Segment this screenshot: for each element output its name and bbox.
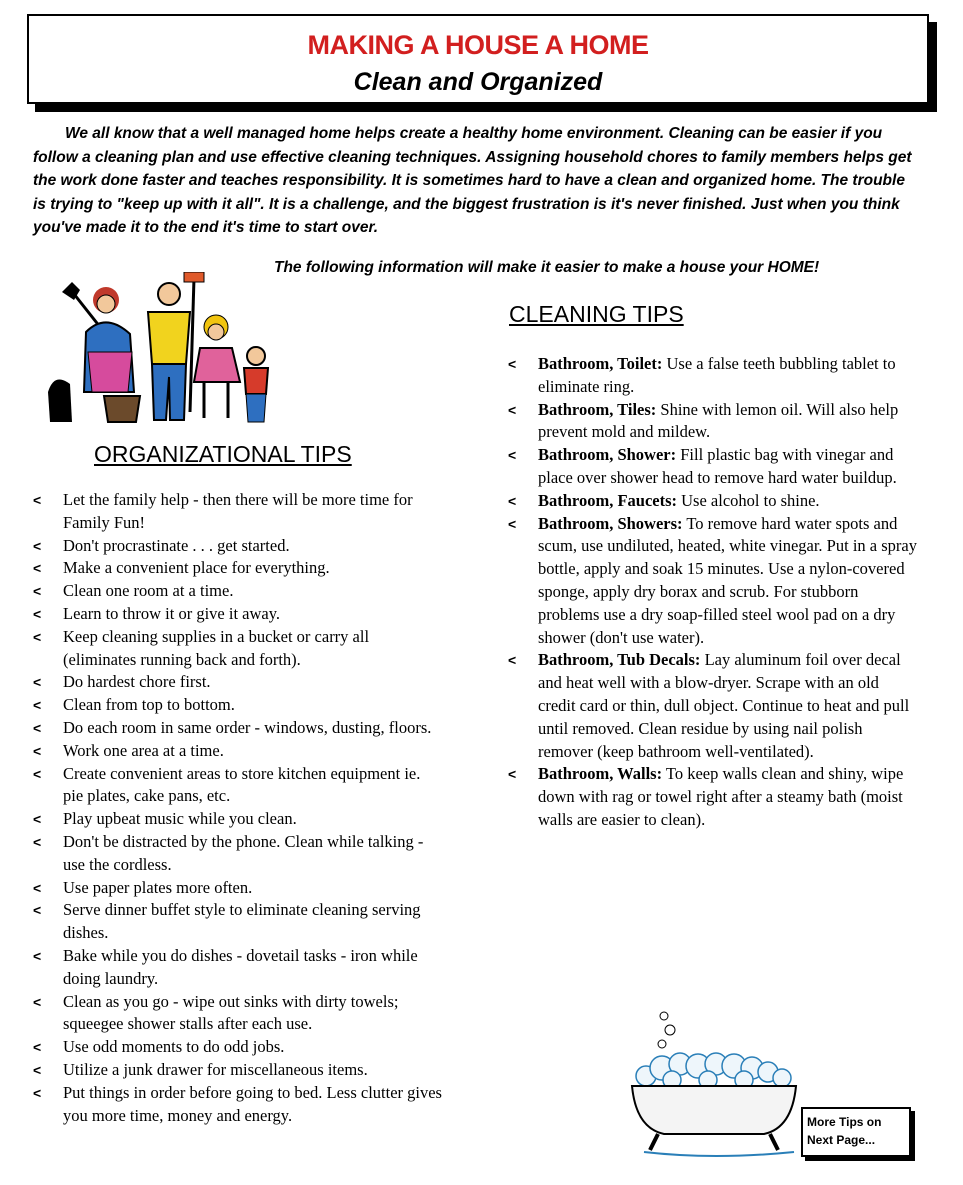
- list-item: [33, 671, 443, 694]
- bullet-marker: <: [33, 1061, 42, 1078]
- list-item: [33, 945, 443, 991]
- list-item: [33, 557, 443, 580]
- bullet-marker: <: [33, 742, 42, 759]
- bullet-marker: <: [508, 515, 517, 532]
- list-item: [33, 831, 443, 877]
- bullet-marker: <: [33, 605, 42, 622]
- bullet-marker: <: [33, 879, 42, 896]
- tip-text: Don't be distracted by the phone. Clean while talking - use the cordless.: [63, 831, 424, 874]
- list-item: [508, 444, 920, 490]
- bullet-marker: <: [33, 583, 42, 600]
- list-item: [33, 808, 443, 831]
- tip-text: Play upbeat music while you clean.: [63, 809, 297, 829]
- organizational-tips-heading: ORGANIZATIONAL TIPS: [94, 441, 352, 467]
- tip-text: Learn to throw it or give it away.: [63, 603, 281, 623]
- tip-text: Use a false teeth bubbling tablet to eliminate ring.: [538, 354, 896, 396]
- bullet-marker: <: [33, 811, 42, 828]
- intro-paragraph: We all know that a well managed home helps create a healthy home environment. Cleaning can be easier if you follow a cleaning plan and use effective cleaning techniques. Assigning household chores to family members helps get the work done faster and teaches responsibility. It is sometimes hard to have a clean and organized home. The trouble is trying to "keep up with it all". It is a challenge, and the biggest frustration is it's never finished. Just when you think you've made it to the end it's time to start over.: [33, 125, 912, 236]
- tip-text: Fill plastic bag with vinegar and place over shower head to remove hard water buildup.: [538, 445, 897, 487]
- page-title: MAKING A HOUSE A HOME: [307, 30, 649, 60]
- list-item: [33, 763, 443, 809]
- bullet-marker: <: [508, 766, 517, 783]
- bullet-marker: <: [33, 492, 42, 508]
- tip-text: Let the family help - then there will be more time for Family Fun!: [63, 490, 413, 532]
- tip-label: Bathroom, Faucets:: [538, 490, 678, 510]
- tip-text: Don't procrastinate . . . get started.: [63, 535, 290, 555]
- tip-text: To keep walls clean and shiny, wipe down with rag or towel right after a steamy bath (moist walls are easier to clean).: [538, 764, 904, 829]
- title-banner: [27, 14, 929, 104]
- list-item: [33, 535, 443, 558]
- tip-text: Clean one room at a time.: [63, 581, 234, 601]
- family-cleaning-illustration: [44, 272, 284, 428]
- list-item: [33, 1059, 443, 1082]
- cleaning-tips-list: [508, 353, 920, 832]
- organizational-tips-list: [33, 489, 443, 1127]
- tip-text: Use paper plates more often.: [63, 877, 253, 897]
- tip-text: Utilize a junk drawer for miscellaneous items.: [63, 1059, 368, 1079]
- list-item: [33, 603, 443, 626]
- tip-label: Bathroom, Tiles:: [538, 399, 657, 419]
- cleaning-tips-heading: CLEANING TIPS: [509, 301, 684, 327]
- tip-text: Lay aluminum foil over decal and heat well with a blow-dryer. Scrape with an old credit card or thin, dull object. Continue to heat and pull until removed. Clean residue by using nail polish remover (keep bathroom well-ventilated).: [538, 650, 910, 761]
- tip-label: Bathroom, Tub Decals:: [538, 650, 701, 670]
- bathtub-illustration: [624, 1010, 804, 1160]
- bullet-marker: <: [33, 1084, 42, 1101]
- bullet-marker: <: [33, 628, 42, 645]
- list-item: [508, 490, 920, 513]
- bullet-marker: <: [33, 833, 42, 850]
- list-item: [33, 489, 443, 535]
- bullet-marker: <: [33, 537, 42, 554]
- list-item: [33, 1036, 443, 1059]
- tip-text: Work one area at a time.: [63, 740, 224, 760]
- list-item: [508, 399, 920, 445]
- tip-label: Bathroom, Shower:: [538, 445, 677, 465]
- bullet-marker: <: [33, 947, 42, 964]
- tip-text: Put things in order before going to bed. Less clutter gives you more time, money and energy.: [63, 1082, 442, 1125]
- tip-text: Do hardest chore first.: [63, 672, 211, 692]
- bullet-marker: <: [33, 1039, 42, 1056]
- more-tips-note: More Tips on Next Page...: [801, 1107, 911, 1157]
- tip-text: Use odd moments to do odd jobs.: [63, 1037, 285, 1057]
- list-item: [508, 353, 920, 399]
- bullet-marker: <: [33, 719, 42, 736]
- list-item: [33, 717, 443, 740]
- page-subtitle: Clean and Organized: [353, 68, 603, 96]
- tip-label: Bathroom, Toilet:: [538, 354, 663, 373]
- bullet-marker: <: [33, 993, 42, 1010]
- bullet-marker: <: [33, 697, 42, 714]
- tip-text: Clean as you go - wipe out sinks with dirty towels; squeegee shower stalls after each use.: [63, 991, 399, 1034]
- bullet-marker: <: [508, 652, 517, 669]
- tip-text: Make a convenient place for everything.: [63, 558, 330, 578]
- bullet-marker: <: [508, 447, 517, 464]
- bullet-marker: <: [33, 765, 42, 782]
- tip-text: Do each room in same order - windows, dusting, floors.: [63, 717, 432, 737]
- tip-text: Use alcohol to shine.: [677, 490, 820, 510]
- list-item: [33, 626, 443, 672]
- tip-text: Create convenient areas to store kitchen equipment ie. pie plates, cake pans, etc.: [63, 763, 421, 806]
- bullet-marker: <: [33, 902, 42, 919]
- intro-closing: The following information will make it easier to make a house your HOME!: [274, 259, 820, 276]
- list-item: [33, 740, 443, 763]
- tip-text: Bake while you do dishes - dovetail tasks - iron while doing laundry.: [63, 945, 418, 988]
- tip-label: Bathroom, Showers:: [538, 513, 683, 533]
- list-item: [508, 649, 920, 763]
- tip-text: Keep cleaning supplies in a bucket or carry all (eliminates running back and forth).: [63, 626, 370, 669]
- list-item: [33, 991, 443, 1037]
- tip-text: Shine with lemon oil. Will also help prevent mold and mildew.: [538, 399, 899, 442]
- bullet-marker: <: [508, 401, 517, 418]
- bullet-marker: <: [33, 560, 42, 577]
- bullet-marker: <: [33, 674, 42, 691]
- tip-text: Clean from top to bottom.: [63, 695, 235, 715]
- bullet-marker: <: [508, 356, 517, 372]
- list-item: [508, 513, 920, 650]
- bullet-marker: <: [508, 492, 517, 509]
- tip-text: To remove hard water spots and scum, use undiluted, heated, white vinegar. Put in a spray bottle, apply and soak 15 minutes. Use a nylon-covered sponge, apply dry borax and scrub. For stubborn problems use a dry soap-filled steel wool pad on a dry shower (don't use water).: [538, 513, 917, 647]
- list-item: [33, 877, 443, 900]
- tip-text: Serve dinner buffet style to eliminate cleaning serving dishes.: [63, 900, 421, 943]
- tip-label: Bathroom, Walls:: [538, 764, 663, 784]
- list-item: [33, 899, 443, 945]
- list-item: [33, 694, 443, 717]
- list-item: [508, 763, 920, 831]
- list-item: [33, 1082, 443, 1128]
- list-item: [33, 580, 443, 603]
